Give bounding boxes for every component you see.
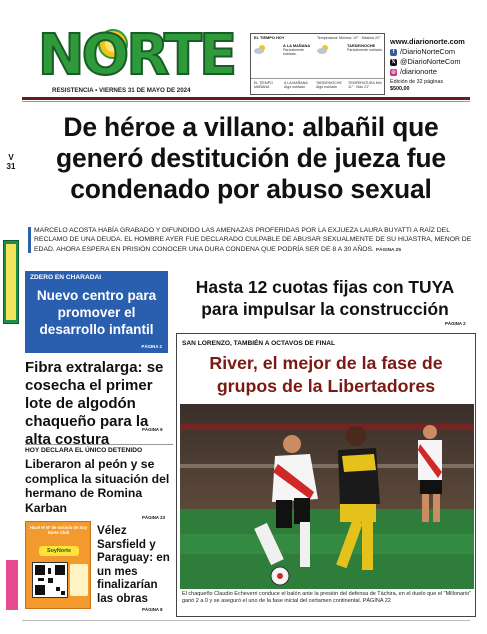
football-ball-icon [271, 567, 289, 585]
liberaron-kicker: HOY DECLARA EL ÚNICO DETENIDO [25, 444, 173, 454]
cloud-sun-icon-2 [317, 44, 329, 54]
weather-afternoon: TARDE/NOCHE Parcialmente nublado. [347, 43, 383, 53]
tuya-page-ref: PÁGINA 2 [445, 321, 466, 326]
weather-tomorrow-temp: TEMPERATURA Mín 11° · Máx 21° [348, 81, 382, 90]
cloud-sun-icon [254, 44, 266, 54]
facebook-link[interactable]: f /DiarioNorteCom [390, 47, 487, 57]
weather-title: EL TIEMPO HOY [254, 35, 285, 40]
weather-tomorrow: EL TIEMPO MAÑANA [254, 81, 273, 90]
fibra-headline[interactable]: Fibra extralarga: se cosecha el primer lote de algodón chaqueño para la alta costura [25, 359, 164, 448]
qr-code-icon[interactable] [32, 562, 68, 598]
instagram-icon: ◎ [391, 68, 396, 75]
newspaper-logo[interactable] [37, 22, 235, 88]
zdero-kicker: ZDERO EN CHARADAI [30, 274, 102, 281]
weather-morning: A LA MAÑANA Parcialmente nublado. [283, 43, 311, 57]
river-headline[interactable]: River, el mejor de la fase de grupos de la Libertadores [209, 353, 443, 396]
soynorte-ad[interactable] [25, 521, 91, 609]
side-tag: V 31 [6, 153, 16, 171]
football-photo[interactable] [180, 404, 474, 589]
masthead-rule [22, 97, 470, 100]
zdero-headline: Nuevo centro para promover el desarrollo infantil [36, 288, 157, 337]
velez-headline[interactable]: Vélez Sarsfield y Paraguay: en un mes finalizarían las obras [97, 524, 170, 605]
x-icon: 𝕏 [391, 58, 396, 65]
logo-wordmark: NORTE [37, 23, 235, 88]
phone-icon [70, 564, 88, 596]
liberaron-page-ref: PÁGINA 23 [142, 515, 166, 520]
zdero-story-box[interactable] [25, 271, 168, 353]
weather-tomorrow-afternoon: TARDE/NOCHE Algo nublado [316, 81, 342, 90]
twitter-link[interactable]: 𝕏 @DiarioNorteCom [391, 57, 461, 66]
social-links [390, 37, 487, 77]
main-deck: MARCELO ACOSTA HABÍA GRABADO Y DIFUNDIDO LAS AMENAZAS PROFERIDAS POR LA EXJUEZA LAURA BUYATTI A RAÍZ DEL RECLAMO DE UNA DEUDA. EL HOMBRE AYER FUE DECLARADO CULPABLE DE ABUSAR SEXUALMENTE DE SU HIJASTRA, MENOR DE EDAD. AHORA ESPERA EN PRISIÓN CONOCER UNA DURA CONDENA QUE PODRÍA SER DE 8 A 30 AÑOS. PÁGINA 25 [34, 227, 472, 253]
fibra-page-ref: PÁGINA 9 [142, 427, 163, 432]
bottom-rule [22, 620, 470, 621]
river-kicker: SAN LORENZO, TAMBIÉN A OCTAVOS DE FINAL [182, 340, 335, 347]
weather-temp: Temperatura: Mínima: 10° · Máxima 22° [317, 36, 381, 40]
liberaron-headline[interactable]: Liberaron al peón y se complica la situación del hermano de Romina Karban [25, 457, 170, 515]
ad-logo: SoyNorte [39, 546, 79, 556]
side-ad-strip[interactable] [3, 240, 19, 324]
velez-page-ref: PÁGINA 8 [142, 607, 163, 612]
deck-accent-bar [28, 227, 31, 253]
ad-text: Hacé el Nº de socio/a de Soy Norte Club [30, 525, 87, 535]
city-date-line: RESISTENCIA • VIERNES 31 DE MAYO DE 2024 [52, 87, 191, 94]
masthead-rule-thin [22, 101, 470, 102]
weather-box [250, 33, 385, 95]
edition-info: Edición de 32 páginas $500,00 [390, 79, 444, 92]
main-headline[interactable]: De héroe a villano: albañil que generó destitución de jueza fue condenado por abuso sexual [56, 112, 446, 204]
instagram-link[interactable]: ◎ /diarionorte [391, 67, 437, 76]
facebook-icon: f [390, 49, 397, 56]
photo-caption: El chaqueño Claudio Echeverri conduce el balón ante la presión del defensa de Táchira, en el duelo que el "Millonario" ganó 2 a 0 y se aseguró el uno de la fase inicial del certamen continental. PÁGINA 22 [182, 591, 472, 604]
website-link[interactable]: www.diarionorte.com [390, 37, 465, 46]
main-page-ref: PÁGINA 25 [375, 247, 401, 253]
tuya-headline[interactable]: Hasta 12 cuotas fijas con TUYA para impulsar la construcción [195, 277, 455, 319]
side-ad-strip-pink[interactable] [6, 560, 18, 610]
weather-tomorrow-morning: A LA MAÑANA Algo nublado [284, 81, 308, 90]
zdero-page-ref: PÁGINA 2 [141, 344, 162, 349]
